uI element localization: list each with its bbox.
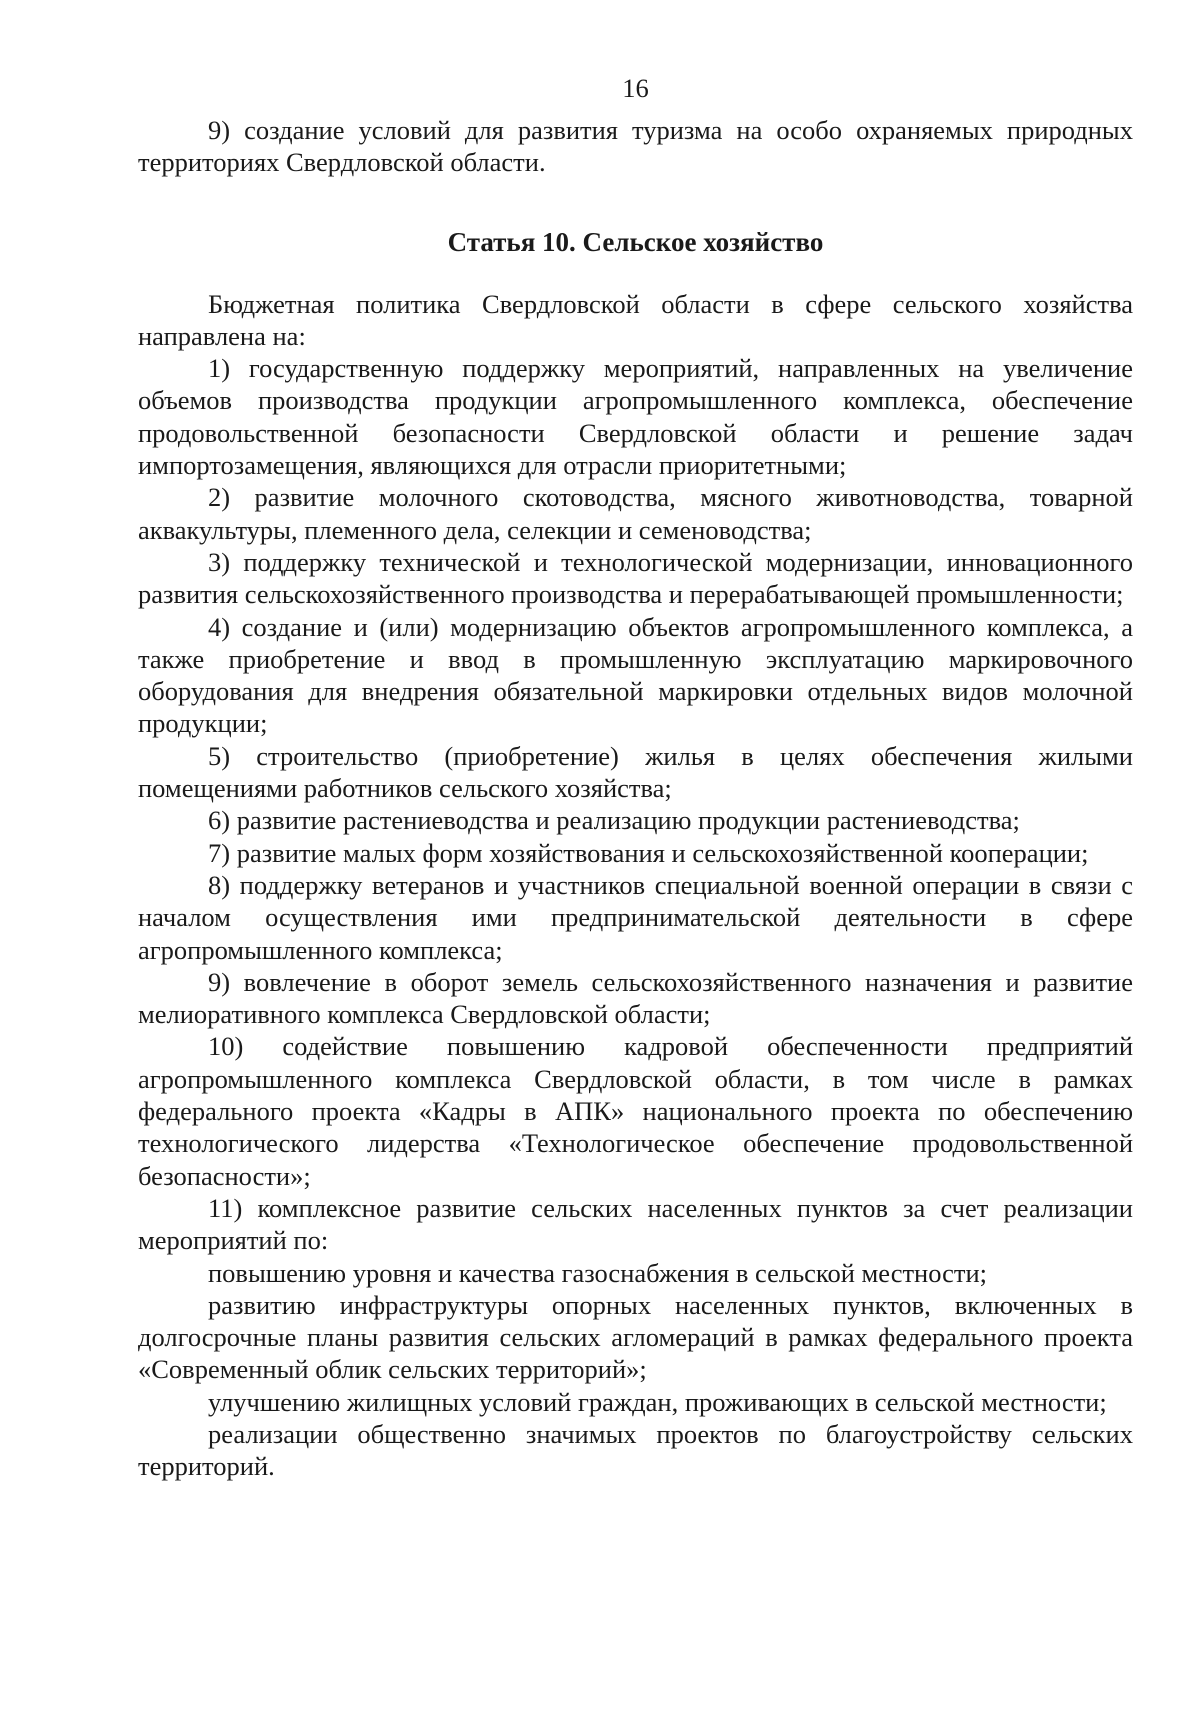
list-item: 11) комплексное развитие сельских населенных пунктов за счет реализации мероприятий по:: [138, 1192, 1133, 1256]
sub-item: повышению уровня и качества газоснабжения в сельской местности;: [208, 1257, 988, 1288]
list-item: 6) развитие растениеводства и реализацию продукции растениеводства;: [208, 805, 1020, 836]
article-heading: Статья 10. Сельское хозяйство: [447, 226, 824, 257]
list-item: 3) поддержку технической и технологической модернизации, инновационного развития сельскохозяйственного производства и перерабатывающей промышленности;: [138, 546, 1133, 610]
page-number: 16: [622, 73, 649, 103]
list-item: 7) развитие малых форм хозяйствования и сельскохозяйственной кооперации;: [208, 837, 1089, 868]
list-item: 10) содействие повышению кадровой обеспеченности предприятий агропромышленного комплекса Свердловской области, в том числе в рамках федерального проекта «Кадры в АПК» национального проекта по обеспечению технологического лидерства «Технологическое обеспечение продовольственной безопасности»;: [138, 1031, 1133, 1191]
list-item: 5) строительство (приобретение) жилья в целях обеспечения жилыми помещениями работников сельского хозяйства;: [138, 740, 1133, 804]
document-body: [138, 114, 1133, 1483]
list-item: 2) развитие молочного скотоводства, мясного животноводства, товарной аквакультуры, племенного дела, селекции и семеноводства;: [138, 482, 1133, 545]
lead-paragraph: Бюджетная политика Свердловской области в сфере сельского хозяйства направлена на:: [138, 288, 1133, 351]
sub-item: улучшению жилищных условий граждан, проживающих в сельской местности;: [208, 1386, 1107, 1417]
list-item: 9) вовлечение в оборот земель сельскохозяйственного назначения и развитие мелиоративного комплекса Свердловской области;: [138, 966, 1133, 1030]
intro-item: 9) создание условий для развития туризма на особо охраняемых природных территориях Свердловской области.: [138, 115, 1133, 178]
list-item: 8) поддержку ветеранов и участников специальной военной операции в связи с началом осуществления ими предпринимательской деятельности в сфере агропромышленного комплекса;: [138, 869, 1133, 965]
list-item: 4) создание и (или) модернизацию объектов агропромышленного комплекса, а также приобретение и ввод в промышленную эксплуатацию маркировочного оборудования для внедрения обязательной маркировки отдельных видов молочной продукции;: [138, 611, 1133, 739]
sub-item: реализации общественно значимых проектов по благоустройству сельских территорий.: [138, 1418, 1133, 1482]
list-item: 1) государственную поддержку мероприятий, направленных на увеличение объемов производства продукции агропромышленного комплекса, обеспечение продовольственной безопасности Свердловской области и решение задач импортозамещения, являющихся для отрасли приоритетными;: [138, 353, 1133, 481]
sub-item: развитию инфраструктуры опорных населенных пунктов, включенных в долгосрочные планы развития сельских агломераций в рамках федерального проекта «Современный облик сельских территорий»;: [138, 1289, 1133, 1385]
